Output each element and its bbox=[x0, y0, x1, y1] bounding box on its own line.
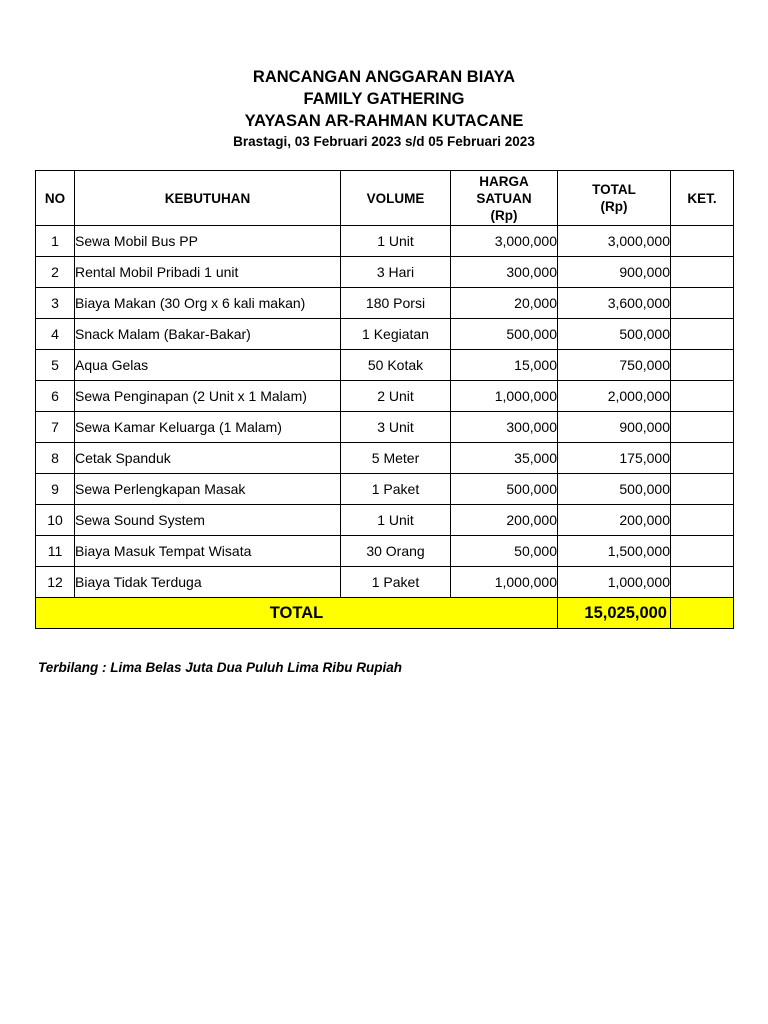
row-item: Sewa Perlengkapan Masak bbox=[75, 474, 341, 505]
row-ket bbox=[671, 567, 734, 598]
row-volume: 1 Paket bbox=[341, 567, 451, 598]
event-date-location: Brastagi, 03 Februari 2023 s/d 05 Februari 2023 bbox=[233, 134, 535, 149]
row-volume: 180 Porsi bbox=[341, 288, 451, 319]
row-volume: 5 Meter bbox=[341, 443, 451, 474]
table-row bbox=[36, 226, 734, 257]
header-volume: VOLUME bbox=[341, 171, 451, 226]
budget-table bbox=[35, 170, 734, 629]
row-ket bbox=[671, 443, 734, 474]
header-ket: KET. bbox=[671, 171, 734, 226]
row-harga: 3,000,000 bbox=[451, 226, 558, 257]
row-item: Sewa Mobil Bus PP bbox=[75, 226, 341, 257]
header-kebutuhan: KEBUTUHAN bbox=[75, 171, 341, 226]
row-no: 12 bbox=[36, 567, 75, 598]
row-volume: 50 Kotak bbox=[341, 350, 451, 381]
row-ket bbox=[671, 288, 734, 319]
table-row bbox=[36, 412, 734, 443]
row-no: 9 bbox=[36, 474, 75, 505]
row-total: 3,000,000 bbox=[558, 226, 671, 257]
row-harga: 15,000 bbox=[451, 350, 558, 381]
table-row bbox=[36, 381, 734, 412]
row-ket bbox=[671, 257, 734, 288]
row-no: 10 bbox=[36, 505, 75, 536]
table-row bbox=[36, 536, 734, 567]
row-no: 3 bbox=[36, 288, 75, 319]
row-no: 11 bbox=[36, 536, 75, 567]
total-row bbox=[36, 598, 734, 629]
row-item: Biaya Makan (30 Org x 6 kali makan) bbox=[75, 288, 341, 319]
table-row bbox=[36, 288, 734, 319]
row-ket bbox=[671, 226, 734, 257]
row-item: Rental Mobil Pribadi 1 unit bbox=[75, 257, 341, 288]
row-no: 6 bbox=[36, 381, 75, 412]
total-value: 15,025,000 bbox=[558, 598, 671, 629]
table-row bbox=[36, 319, 734, 350]
row-item: Biaya Tidak Terduga bbox=[75, 567, 341, 598]
row-volume: 1 Kegiatan bbox=[341, 319, 451, 350]
row-item: Sewa Kamar Keluarga (1 Malam) bbox=[75, 412, 341, 443]
row-item: Cetak Spanduk bbox=[75, 443, 341, 474]
row-no: 5 bbox=[36, 350, 75, 381]
row-total: 500,000 bbox=[558, 474, 671, 505]
row-item: Snack Malam (Bakar-Bakar) bbox=[75, 319, 341, 350]
row-ket bbox=[671, 505, 734, 536]
row-harga: 1,000,000 bbox=[451, 381, 558, 412]
header-harga-line3: (Rp) bbox=[490, 207, 518, 223]
row-no: 1 bbox=[36, 226, 75, 257]
row-no: 4 bbox=[36, 319, 75, 350]
row-ket bbox=[671, 474, 734, 505]
total-label: TOTAL bbox=[36, 598, 558, 629]
header-total-line1: TOTAL bbox=[592, 182, 636, 197]
row-harga: 300,000 bbox=[451, 257, 558, 288]
row-volume: 30 Orang bbox=[341, 536, 451, 567]
row-ket bbox=[671, 536, 734, 567]
header-total-line2: (Rp) bbox=[600, 199, 628, 214]
table-header-row bbox=[36, 171, 734, 226]
row-total: 900,000 bbox=[558, 412, 671, 443]
table-row bbox=[36, 350, 734, 381]
row-volume: 1 Paket bbox=[341, 474, 451, 505]
table-row bbox=[36, 567, 734, 598]
row-ket bbox=[671, 350, 734, 381]
document-title: RANCANGAN ANGGARAN BIAYA bbox=[252, 68, 516, 86]
row-harga: 500,000 bbox=[451, 474, 558, 505]
table-row bbox=[36, 443, 734, 474]
row-total: 3,600,000 bbox=[558, 288, 671, 319]
row-item: Biaya Masuk Tempat Wisata bbox=[75, 536, 341, 567]
row-no: 7 bbox=[36, 412, 75, 443]
row-total: 1,000,000 bbox=[558, 567, 671, 598]
row-harga: 300,000 bbox=[451, 412, 558, 443]
row-total: 750,000 bbox=[558, 350, 671, 381]
total-ket bbox=[671, 598, 734, 629]
header-harga-satuan bbox=[451, 171, 558, 226]
row-harga: 20,000 bbox=[451, 288, 558, 319]
header-harga-line2: SATUAN bbox=[476, 190, 532, 206]
row-harga: 35,000 bbox=[451, 443, 558, 474]
row-no: 8 bbox=[36, 443, 75, 474]
row-ket bbox=[671, 412, 734, 443]
header-no: NO bbox=[36, 171, 75, 226]
table-row bbox=[36, 474, 734, 505]
row-item: Aqua Gelas bbox=[75, 350, 341, 381]
row-item: Sewa Sound System bbox=[75, 505, 341, 536]
header-harga-line1: HARGA bbox=[479, 173, 529, 189]
row-total: 900,000 bbox=[558, 257, 671, 288]
amount-in-words: Terbilang : Lima Belas Juta Dua Puluh Lima Ribu Rupiah bbox=[38, 660, 403, 675]
document-header bbox=[0, 66, 768, 152]
row-total: 200,000 bbox=[558, 505, 671, 536]
row-item: Sewa Penginapan (2 Unit x 1 Malam) bbox=[75, 381, 341, 412]
row-harga: 200,000 bbox=[451, 505, 558, 536]
row-harga: 50,000 bbox=[451, 536, 558, 567]
row-ket bbox=[671, 319, 734, 350]
row-volume: 1 Unit bbox=[341, 505, 451, 536]
row-harga: 500,000 bbox=[451, 319, 558, 350]
row-ket bbox=[671, 381, 734, 412]
table-row bbox=[36, 505, 734, 536]
row-total: 175,000 bbox=[558, 443, 671, 474]
table-row bbox=[36, 257, 734, 288]
header-total bbox=[558, 171, 671, 226]
row-volume: 3 Unit bbox=[341, 412, 451, 443]
organization-name: YAYASAN AR-RAHMAN KUTACANE bbox=[244, 112, 524, 130]
row-no: 2 bbox=[36, 257, 75, 288]
row-total: 1,500,000 bbox=[558, 536, 671, 567]
event-name: FAMILY GATHERING bbox=[303, 90, 465, 108]
row-harga: 1,000,000 bbox=[451, 567, 558, 598]
row-volume: 2 Unit bbox=[341, 381, 451, 412]
row-total: 500,000 bbox=[558, 319, 671, 350]
row-total: 2,000,000 bbox=[558, 381, 671, 412]
row-volume: 1 Unit bbox=[341, 226, 451, 257]
row-volume: 3 Hari bbox=[341, 257, 451, 288]
